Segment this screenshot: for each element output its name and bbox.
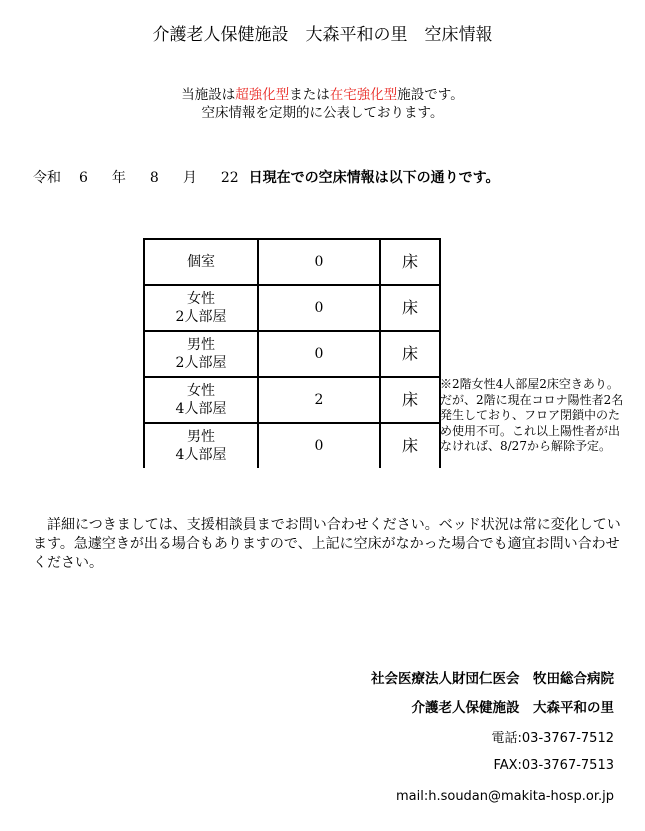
room-type: 男性 2人部屋 bbox=[144, 331, 258, 377]
fax-number: FAX:03-3767-7513 bbox=[493, 758, 614, 773]
table-row bbox=[144, 423, 440, 468]
detail-paragraph: 詳細につきましては、支援相談員までお問い合わせください。ベッド状況は常に変化しています。急遽空きが出る場合もありますので、上記に空床がなかった場合でも適宜お問い合わせください。 bbox=[33, 517, 621, 571]
home-enhanced-label: 在宅強化型 bbox=[329, 87, 398, 103]
date-year: 6 bbox=[79, 170, 88, 186]
corporation-name: 社会医療法人財団仁医会 牧田総合病院 bbox=[371, 671, 614, 687]
page-title: 介護老人保健施設 大森平和の里 空床情報 bbox=[152, 25, 493, 45]
vacancy-table bbox=[143, 238, 441, 468]
vacancy-count: 0 bbox=[258, 423, 380, 468]
intro-line-2: 空床情報を定期的に公表しております。 bbox=[201, 105, 444, 121]
table-row bbox=[144, 331, 440, 377]
vacancy-count: 2 bbox=[258, 377, 380, 423]
room-type: 女性 2人部屋 bbox=[144, 285, 258, 331]
date-month: 8 bbox=[149, 170, 159, 186]
bed-unit: 床 bbox=[380, 377, 440, 423]
bed-unit: 床 bbox=[380, 285, 440, 331]
date-era: 令和 bbox=[33, 170, 61, 186]
super-enhanced-label: 超強化型 bbox=[235, 87, 290, 103]
intro-text bbox=[0, 86, 645, 122]
vacancy-count: 0 bbox=[258, 239, 380, 285]
date-line bbox=[33, 167, 500, 187]
covid-note: ※2階女性4人部屋2床空きあり。だが、2階に現在コロナ陽性者2名発生しており、フロア閉鎖中のため使用不可。これ以上陽性者が出なければ、8/27から解除予定。 bbox=[440, 377, 624, 454]
phone-number: 電話:03-3767-7512 bbox=[491, 731, 614, 746]
table-row bbox=[144, 239, 440, 285]
vacancy-count: 0 bbox=[258, 331, 380, 377]
bed-unit: 床 bbox=[380, 423, 440, 468]
email-address: mail:h.soudan@makita-hosp.or.jp bbox=[395, 789, 614, 804]
facility-name: 介護老人保健施設 大森平和の里 bbox=[411, 700, 614, 716]
room-type: 男性 4人部屋 bbox=[144, 423, 258, 468]
date-month-label: 月 bbox=[182, 170, 197, 186]
room-type: 女性 4人部屋 bbox=[144, 377, 258, 423]
date-day: 22 bbox=[220, 170, 239, 186]
intro-line-1: 当施設は超強化型または在宅強化型施設です。 bbox=[181, 87, 464, 103]
bed-unit: 床 bbox=[380, 239, 440, 285]
vacancy-count: 0 bbox=[258, 285, 380, 331]
table-row bbox=[144, 377, 440, 423]
bed-unit: 床 bbox=[380, 331, 440, 377]
date-suffix: 日現在での空床情報は以下の通りです。 bbox=[248, 170, 500, 186]
room-type: 個室 bbox=[144, 239, 258, 285]
date-year-label: 年 bbox=[111, 170, 126, 186]
table-row bbox=[144, 285, 440, 331]
